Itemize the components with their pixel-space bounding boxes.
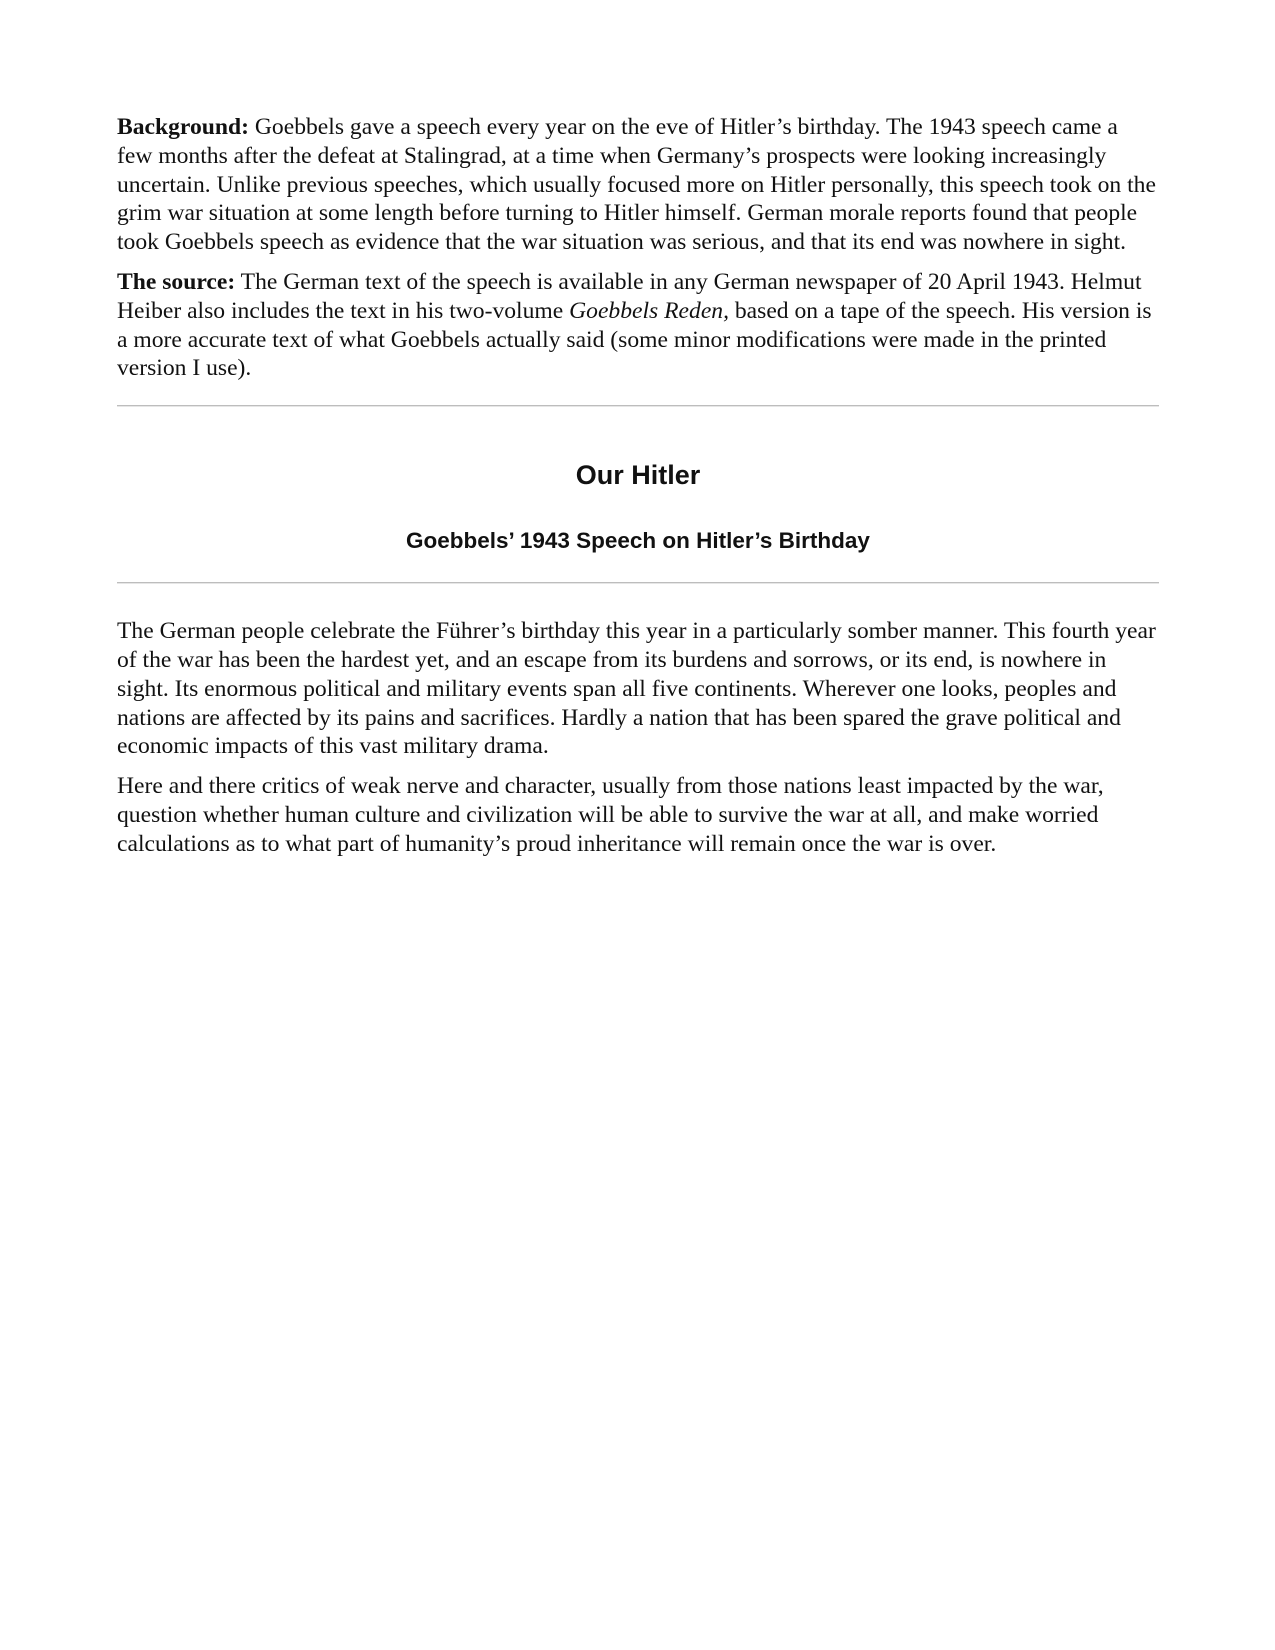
source-paragraph — [117, 268, 1159, 383]
background-text: Goebbels gave a speech every year on the eve of Hitler’s birthday. The 1943 speech came a few months after the defeat at Stalingrad, at a time when Germany’s prospects were looking increasingly uncertain. Unlike previous speeches, which usually focused more on Hitler personally, this speech took on the grim war situation at some length before turning to Hitler himself. German morale reports found that people took Goebbels speech as evidence that the war situation was serious, and that its end was nowhere in sight. — [117, 114, 1156, 256]
page-title: Our Hitler — [575, 460, 701, 491]
source-text-part-1: The German text of the speech is available in any German newspaper of 20 April 1943. Helmut Heiber also includes the text in his two-volume — [117, 268, 1142, 324]
speech-paragraph-2: Here and there critics of weak nerve and character, usually from those nations least impacted by the war, question whether human culture and civilization will be able to survive the war at all, and make worried calculations as to what part of humanity’s proud inheritance will remain once the war is over. — [117, 773, 1104, 857]
source-text-part-2: based on a tape of the speech. His version is a more accurate text of what Goebbels actually said (some minor modifications were made in the printed version I use). — [117, 297, 1152, 382]
horizontal-rule-top — [117, 405, 1159, 407]
document-page — [117, 113, 1159, 870]
horizontal-rule-bottom — [117, 582, 1159, 584]
background-paragraph — [117, 113, 1159, 257]
speech-paragraph-1: The German people celebrate the Führer’s birthday this year in a particularly somber manner. This fourth year of the war has been the hardest yet, and an escape from its burdens and sorrows, or its end, is nowhere in sight. Its enormous political and military events span all five continents. Wherever one looks, peoples and nations are affected by its pains and sacrifices. Hardly a nation that has been spared the grave political and economic impacts of this vast military drama. — [117, 618, 1156, 760]
source-book-title: Goebbels Reden, — [569, 297, 729, 324]
page-subtitle: Goebbels’ 1943 Speech on Hitler’s Birthday — [406, 528, 870, 554]
source-label: The source: — [117, 268, 236, 295]
background-label: Background: — [117, 114, 249, 140]
